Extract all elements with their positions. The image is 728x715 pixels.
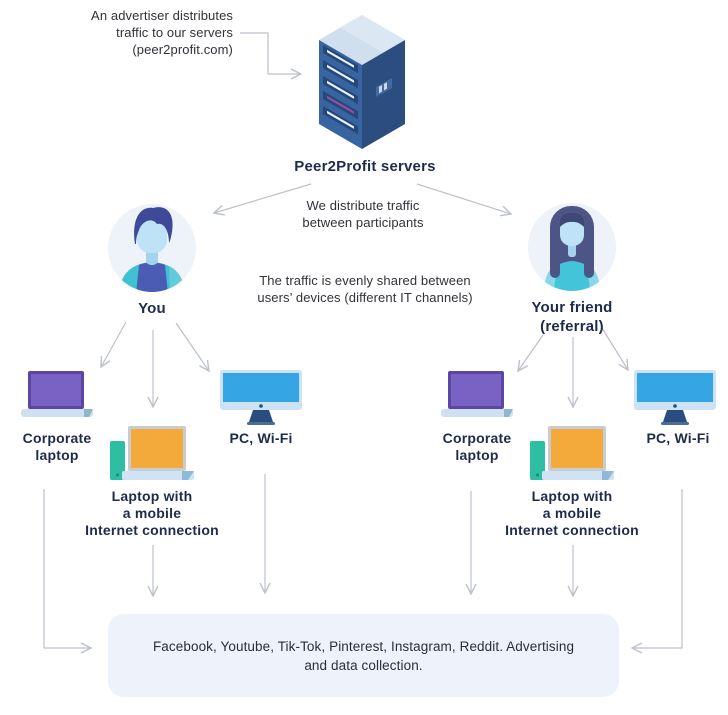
male-avatar-icon [107, 202, 197, 294]
desktop-monitor-icon [220, 370, 302, 426]
distribute-note [283, 197, 443, 231]
corporate-laptop-label [7, 430, 107, 464]
mobile-laptop-label-line3: Internet connection [505, 522, 639, 538]
corporate-laptop-label-line1: Corporate [22, 430, 92, 446]
arrow-you-to-pc [176, 323, 209, 371]
female-avatar-icon [527, 200, 617, 295]
mobile-laptop-label-line2: a mobile [542, 505, 602, 521]
laptop-with-phone-icon [530, 426, 616, 482]
corporate-laptop-label-line2: laptop [455, 447, 499, 463]
mobile-laptop-label-line3: Internet connection [85, 522, 219, 538]
friend-label [512, 298, 632, 336]
friend-label-line2: (referral) [540, 318, 604, 335]
destinations-box [108, 614, 619, 697]
share-note-line1: The traffic is evenly shared between [259, 273, 471, 288]
mobile-laptop-label [72, 488, 232, 539]
distribute-note-line1: We distribute traffic [306, 198, 420, 213]
server-tower-icon [316, 12, 408, 152]
you-label: You [138, 300, 166, 317]
mobile-laptop-label-line2: a mobile [122, 505, 182, 521]
corporate-laptop-label-line1: Corporate [442, 430, 512, 446]
advertiser-note-line1: An advertiser distributes [91, 8, 233, 23]
share-note-line2: users’ devices (different IT channels) [257, 290, 473, 305]
advertiser-note [33, 7, 233, 58]
server-label: Peer2Profit servers [294, 158, 436, 175]
corporate-laptop-label [427, 430, 527, 464]
purple-laptop-icon [18, 371, 96, 419]
advertiser-note-line2: traffic to our servers [116, 25, 233, 40]
corporate-laptop-label-line2: laptop [35, 447, 79, 463]
arrow-friend-to-corporate-laptop [518, 335, 543, 371]
arrow-advertiser-to-server [240, 33, 301, 74]
friend-label-line1: Your friend [531, 299, 613, 316]
distribute-note-line2: between participants [302, 215, 424, 230]
mobile-laptop-label [492, 488, 652, 539]
desktop-monitor-icon [634, 370, 716, 426]
share-note [240, 272, 490, 306]
mobile-laptop-label-line1: Laptop with [111, 488, 193, 504]
arrow-you-to-corporate-laptop [101, 322, 126, 367]
advertiser-note-line3: (peer2profit.com) [132, 42, 233, 57]
pc-wifi-label: PC, Wi-Fi [646, 430, 710, 446]
pc-wifi-label: PC, Wi-Fi [229, 430, 293, 446]
laptop-with-phone-icon [110, 426, 196, 482]
purple-laptop-icon [438, 371, 516, 419]
destinations-line2: and data collection. [304, 657, 423, 673]
mobile-laptop-label-line1: Laptop with [531, 488, 613, 504]
destinations-line1: Facebook, Youtube, Tik-Tok, Pinterest, Instagram, Reddit. Advertising [152, 638, 575, 654]
